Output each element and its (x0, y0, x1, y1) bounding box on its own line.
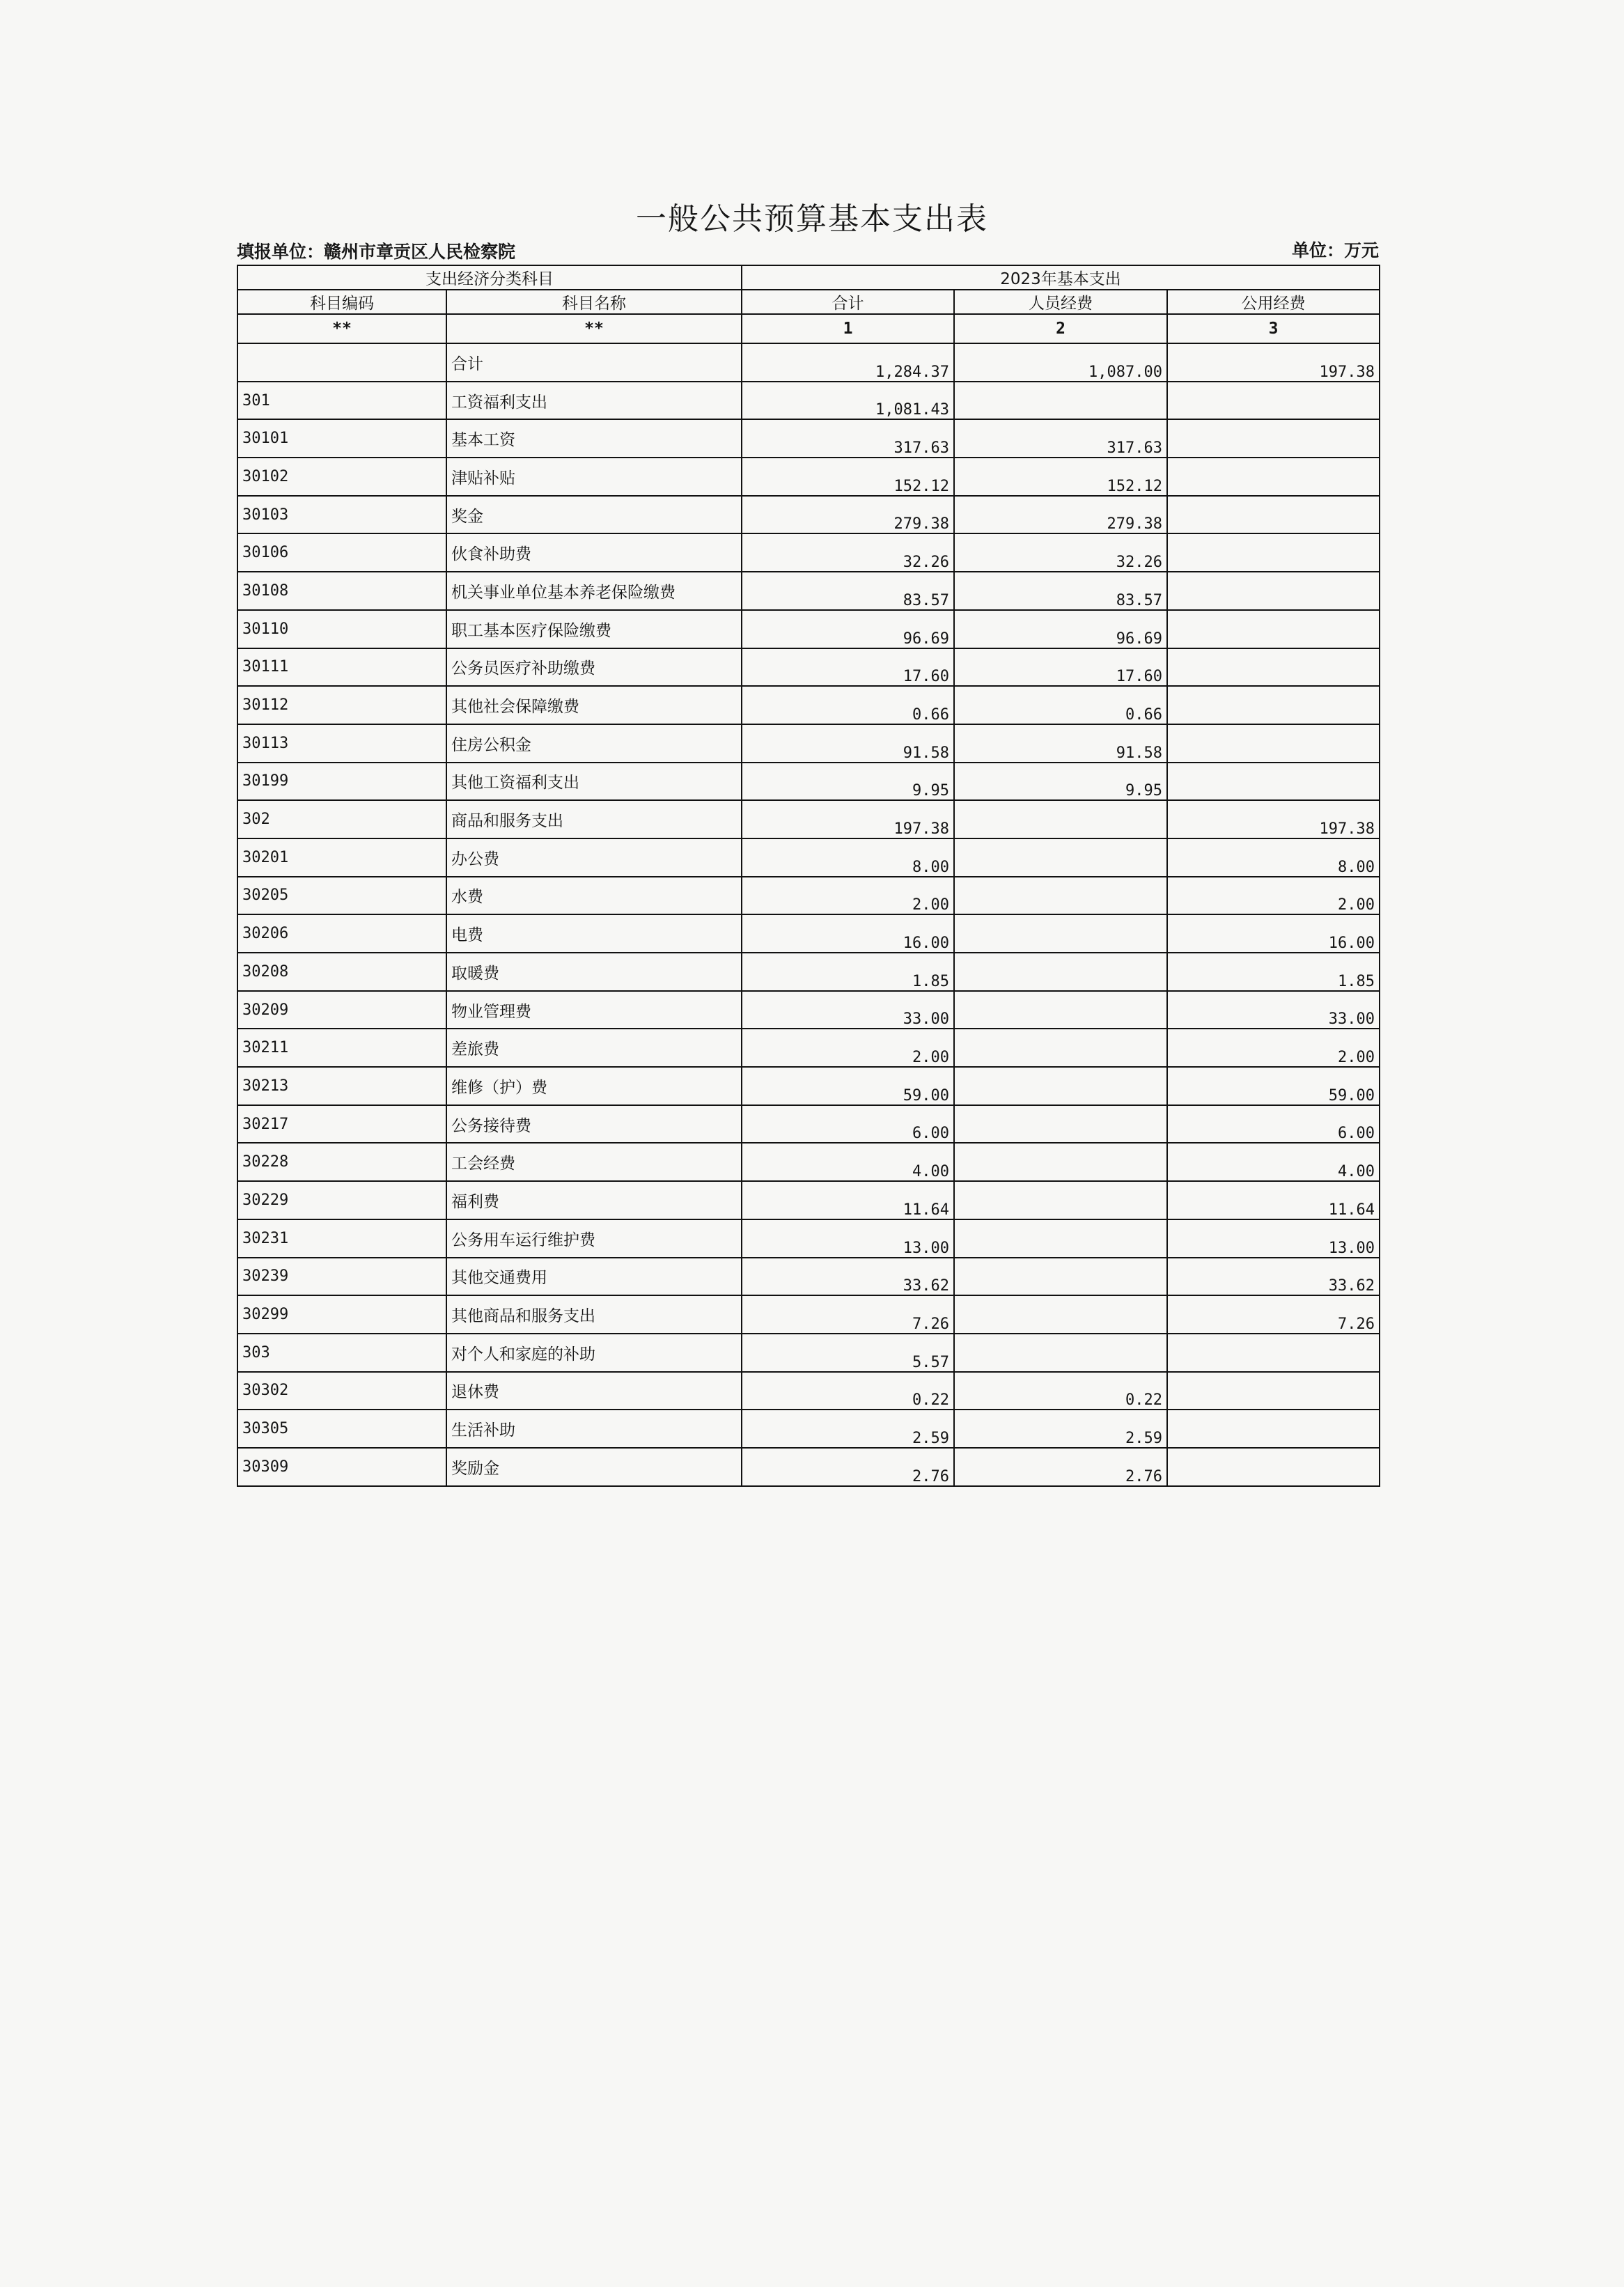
index-total: 1 (742, 314, 954, 343)
table-row (237, 648, 1380, 687)
table-row (237, 382, 1380, 420)
row-public: 7.26 (1167, 1295, 1380, 1334)
row-code: 30102 (237, 458, 446, 496)
row-public (1167, 419, 1380, 458)
row-personnel (954, 953, 1167, 991)
row-total: 317.63 (742, 419, 954, 458)
table-row (237, 458, 1380, 496)
row-public: 4.00 (1167, 1143, 1380, 1181)
row-code: 30302 (237, 1372, 446, 1410)
row-name: 水费 (446, 877, 742, 915)
row-code: 30211 (237, 1029, 446, 1067)
row-name: 福利费 (446, 1181, 742, 1219)
row-public: 197.38 (1167, 800, 1380, 838)
row-total: 33.62 (742, 1258, 954, 1296)
header-group-row (237, 265, 1380, 290)
row-public: 2.00 (1167, 877, 1380, 915)
row-total: 91.58 (742, 724, 954, 763)
header-code: 科目编码 (237, 290, 446, 314)
row-public (1167, 458, 1380, 496)
row-personnel (954, 914, 1167, 953)
table-row (237, 877, 1380, 915)
row-personnel (954, 1105, 1167, 1144)
header-index-row (237, 314, 1380, 343)
row-code (237, 343, 446, 382)
row-personnel (954, 1334, 1167, 1372)
row-code: 30111 (237, 648, 446, 687)
row-personnel: 96.69 (954, 610, 1167, 648)
row-code: 30112 (237, 686, 446, 724)
row-total: 5.57 (742, 1334, 954, 1372)
row-name: 合计 (446, 343, 742, 382)
table-row (237, 1334, 1380, 1372)
row-personnel (954, 1067, 1167, 1105)
row-total: 59.00 (742, 1067, 954, 1105)
row-total: 2.59 (742, 1410, 954, 1448)
row-total: 83.57 (742, 572, 954, 610)
row-code: 30229 (237, 1181, 446, 1219)
row-personnel (954, 382, 1167, 420)
row-total: 8.00 (742, 838, 954, 877)
row-name: 对个人和家庭的补助 (446, 1334, 742, 1372)
header-total: 合计 (742, 290, 954, 314)
table-row (237, 1295, 1380, 1334)
row-name: 生活补助 (446, 1410, 742, 1448)
row-code: 30199 (237, 763, 446, 801)
row-public (1167, 724, 1380, 763)
row-personnel: 317.63 (954, 419, 1167, 458)
row-total: 32.26 (742, 533, 954, 572)
row-public (1167, 610, 1380, 648)
row-total: 2.00 (742, 877, 954, 915)
row-total: 17.60 (742, 648, 954, 687)
table-row (237, 800, 1380, 838)
table-row (237, 572, 1380, 610)
table-row (237, 953, 1380, 991)
row-total: 6.00 (742, 1105, 954, 1144)
row-personnel (954, 1219, 1167, 1258)
row-code: 30209 (237, 991, 446, 1029)
row-code: 30201 (237, 838, 446, 877)
row-total: 0.22 (742, 1372, 954, 1410)
row-name: 奖励金 (446, 1448, 742, 1486)
row-name: 机关事业单位基本养老保险缴费 (446, 572, 742, 610)
row-public (1167, 1334, 1380, 1372)
row-public: 197.38 (1167, 343, 1380, 382)
row-public (1167, 1448, 1380, 1486)
table-row (237, 419, 1380, 458)
row-personnel: 17.60 (954, 648, 1167, 687)
row-personnel: 0.22 (954, 1372, 1167, 1410)
row-total: 0.66 (742, 686, 954, 724)
table-row (237, 724, 1380, 763)
row-personnel: 83.57 (954, 572, 1167, 610)
table-row (237, 1067, 1380, 1105)
table-row (237, 1258, 1380, 1296)
table-row (237, 763, 1380, 801)
row-total: 7.26 (742, 1295, 954, 1334)
table-row (237, 1410, 1380, 1448)
row-personnel: 9.95 (954, 763, 1167, 801)
row-code: 303 (237, 1334, 446, 1372)
row-code: 30113 (237, 724, 446, 763)
page-title: 一般公共预算基本支出表 (636, 201, 988, 237)
row-name: 奖金 (446, 496, 742, 534)
row-name: 职工基本医疗保险缴费 (446, 610, 742, 648)
table-row (237, 610, 1380, 648)
row-public: 11.64 (1167, 1181, 1380, 1219)
row-public: 1.85 (1167, 953, 1380, 991)
header-group-classification: 支出经济分类科目 (237, 265, 742, 290)
budget-table (237, 265, 1380, 1487)
row-public: 6.00 (1167, 1105, 1380, 1144)
row-code: 302 (237, 800, 446, 838)
row-code: 30101 (237, 419, 446, 458)
row-public (1167, 533, 1380, 572)
table-row (237, 914, 1380, 953)
row-code: 30205 (237, 877, 446, 915)
row-personnel (954, 1029, 1167, 1067)
row-total: 1,284.37 (742, 343, 954, 382)
row-total: 1,081.43 (742, 382, 954, 420)
row-personnel (954, 1143, 1167, 1181)
row-code: 30108 (237, 572, 446, 610)
row-name: 住房公积金 (446, 724, 742, 763)
row-total: 9.95 (742, 763, 954, 801)
row-name: 公务接待费 (446, 1105, 742, 1144)
row-name: 取暖费 (446, 953, 742, 991)
table-row (237, 1029, 1380, 1067)
table-row (237, 533, 1380, 572)
row-code: 30208 (237, 953, 446, 991)
row-personnel (954, 877, 1167, 915)
row-name: 差旅费 (446, 1029, 742, 1067)
row-public (1167, 1410, 1380, 1448)
row-total: 1.85 (742, 953, 954, 991)
row-name: 办公费 (446, 838, 742, 877)
row-personnel: 91.58 (954, 724, 1167, 763)
row-name: 基本工资 (446, 419, 742, 458)
row-name: 其他工资福利支出 (446, 763, 742, 801)
row-personnel (954, 1295, 1167, 1334)
row-code: 30206 (237, 914, 446, 953)
row-code: 30305 (237, 1410, 446, 1448)
reporting-unit: 填报单位：赣州市章贡区人民检察院 (237, 242, 516, 262)
row-public: 33.00 (1167, 991, 1380, 1029)
row-name: 公务用车运行维护费 (446, 1219, 742, 1258)
row-name: 电费 (446, 914, 742, 953)
row-name: 公务员医疗补助缴费 (446, 648, 742, 687)
index-name: ** (446, 314, 742, 343)
table-row (237, 1219, 1380, 1258)
row-name: 物业管理费 (446, 991, 742, 1029)
header-personnel: 人员经费 (954, 290, 1167, 314)
row-name: 其他商品和服务支出 (446, 1295, 742, 1334)
row-total: 96.69 (742, 610, 954, 648)
row-name: 退休费 (446, 1372, 742, 1410)
row-public: 2.00 (1167, 1029, 1380, 1067)
row-name: 其他交通费用 (446, 1258, 742, 1296)
row-code: 30110 (237, 610, 446, 648)
row-name: 维修（护）费 (446, 1067, 742, 1105)
index-personnel: 2 (954, 314, 1167, 343)
index-public: 3 (1167, 314, 1380, 343)
row-public (1167, 763, 1380, 801)
row-public: 33.62 (1167, 1258, 1380, 1296)
row-total: 11.64 (742, 1181, 954, 1219)
row-personnel: 1,087.00 (954, 343, 1167, 382)
table-row (237, 496, 1380, 534)
index-code: ** (237, 314, 446, 343)
row-name: 商品和服务支出 (446, 800, 742, 838)
row-personnel (954, 1258, 1167, 1296)
row-code: 30103 (237, 496, 446, 534)
row-public (1167, 496, 1380, 534)
row-personnel: 279.38 (954, 496, 1167, 534)
row-code: 30239 (237, 1258, 446, 1296)
currency-unit: 单位：万元 (1291, 240, 1379, 260)
row-code: 30309 (237, 1448, 446, 1486)
table-row (237, 991, 1380, 1029)
row-total: 16.00 (742, 914, 954, 953)
row-personnel (954, 991, 1167, 1029)
row-code: 30213 (237, 1067, 446, 1105)
row-code: 30299 (237, 1295, 446, 1334)
row-code: 30106 (237, 533, 446, 572)
table-row (237, 1143, 1380, 1181)
table-row (237, 838, 1380, 877)
row-name: 伙食补助费 (446, 533, 742, 572)
row-public: 13.00 (1167, 1219, 1380, 1258)
table-row (237, 343, 1380, 382)
table-row (237, 686, 1380, 724)
row-total: 2.76 (742, 1448, 954, 1486)
row-total: 2.00 (742, 1029, 954, 1067)
table-row (237, 1448, 1380, 1486)
row-personnel: 152.12 (954, 458, 1167, 496)
row-code: 301 (237, 382, 446, 420)
row-name: 工会经费 (446, 1143, 742, 1181)
row-personnel: 2.59 (954, 1410, 1167, 1448)
header-name: 科目名称 (446, 290, 742, 314)
row-total: 279.38 (742, 496, 954, 534)
table-header (237, 265, 1380, 343)
row-personnel: 0.66 (954, 686, 1167, 724)
row-name: 工资福利支出 (446, 382, 742, 420)
row-total: 197.38 (742, 800, 954, 838)
header-column-row (237, 290, 1380, 314)
row-code: 30217 (237, 1105, 446, 1144)
row-total: 152.12 (742, 458, 954, 496)
row-code: 30231 (237, 1219, 446, 1258)
row-total: 13.00 (742, 1219, 954, 1258)
header-group-year-expenditure: 2023年基本支出 (742, 265, 1380, 290)
row-public (1167, 572, 1380, 610)
row-public: 8.00 (1167, 838, 1380, 877)
table-row (237, 1372, 1380, 1410)
row-public (1167, 1372, 1380, 1410)
header-public: 公用经费 (1167, 290, 1380, 314)
row-personnel (954, 1181, 1167, 1219)
table-row (237, 1105, 1380, 1144)
row-personnel: 2.76 (954, 1448, 1167, 1486)
row-personnel: 32.26 (954, 533, 1167, 572)
row-name: 津贴补贴 (446, 458, 742, 496)
row-total: 33.00 (742, 991, 954, 1029)
row-personnel (954, 838, 1167, 877)
row-name: 其他社会保障缴费 (446, 686, 742, 724)
row-public: 59.00 (1167, 1067, 1380, 1105)
row-public: 16.00 (1167, 914, 1380, 953)
table-row (237, 1181, 1380, 1219)
row-public (1167, 648, 1380, 687)
row-code: 30228 (237, 1143, 446, 1181)
row-personnel (954, 800, 1167, 838)
row-total: 4.00 (742, 1143, 954, 1181)
row-public (1167, 382, 1380, 420)
row-public (1167, 686, 1380, 724)
table-body (237, 343, 1380, 1486)
